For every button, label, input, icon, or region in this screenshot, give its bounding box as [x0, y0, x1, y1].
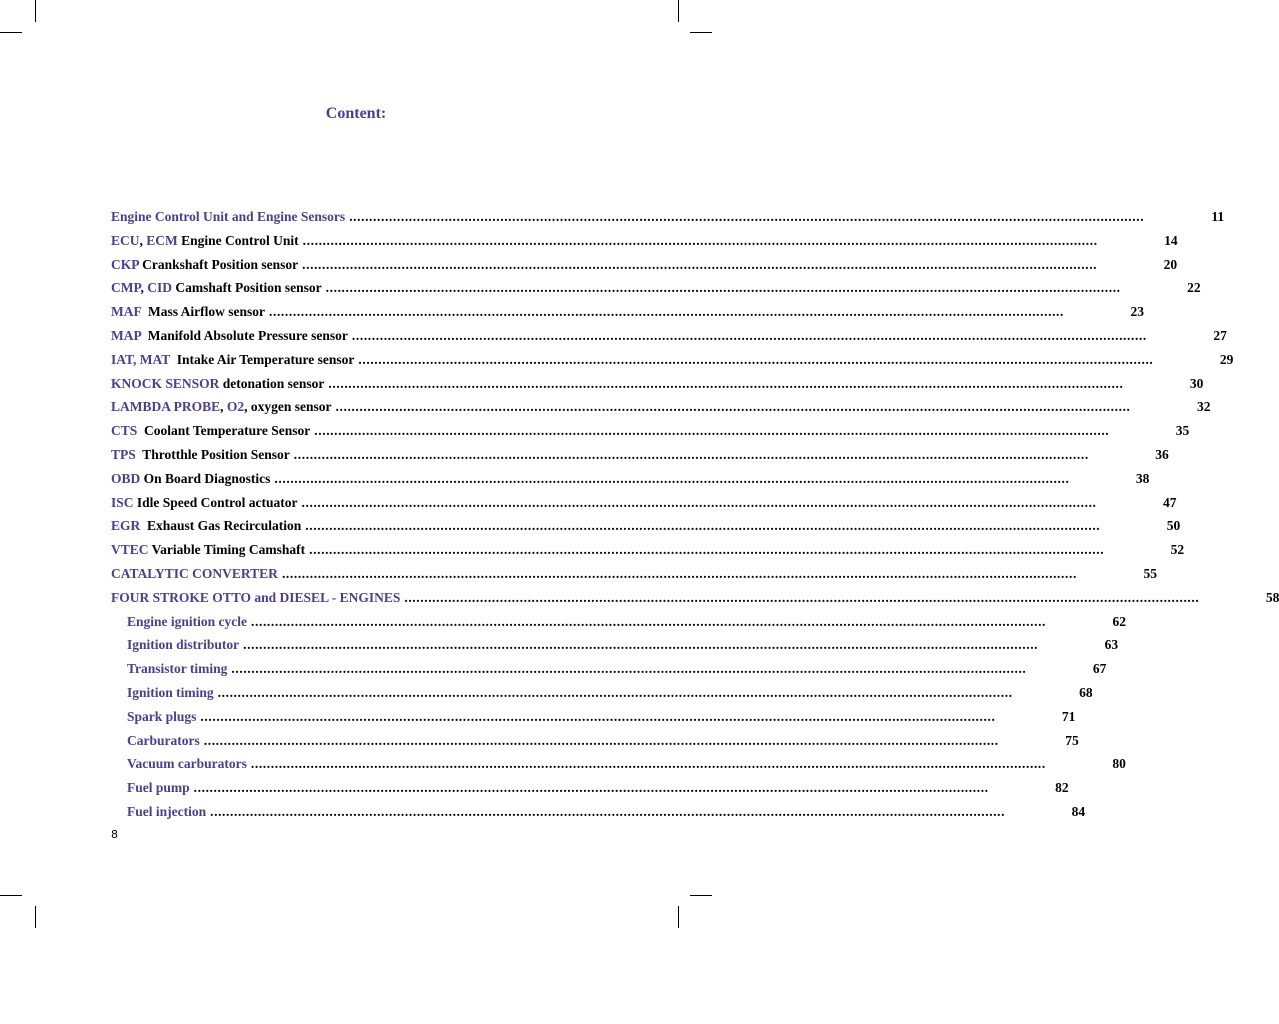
toc-entry-description: Camshaft Position sensor	[172, 280, 322, 296]
toc-entry-description: Exhaust Gas Recirculation	[140, 518, 302, 534]
toc-entry-page: 38	[1135, 470, 1150, 486]
toc-entry-title	[111, 491, 298, 515]
toc-entry-page: 32	[1197, 399, 1211, 415]
toc-entry-page: 55	[1143, 565, 1157, 581]
toc-entry-page: 36	[1155, 446, 1169, 462]
toc-entry[interactable]	[111, 348, 1234, 372]
dot-leader: ........................................................................................................................................................................................................	[302, 256, 1098, 272]
dot-leader: ........................................................................................................................................................................................................	[251, 613, 1047, 629]
dot-leader: ........................................................................................................................................................................................................	[349, 209, 1145, 224]
toc-entry-description: detonation sensor	[219, 375, 325, 391]
table-of-contents	[111, 205, 1279, 824]
toc-entry-page: 75	[1065, 732, 1079, 748]
dot-leader: ........................................................................................................................................................................................................	[274, 470, 1070, 486]
toc-entry-title	[111, 538, 305, 562]
page-title: Content:	[325, 105, 387, 122]
toc-entry-title	[127, 752, 247, 776]
crop-mark-top-left-horizontal	[0, 32, 22, 33]
toc-entry[interactable]	[111, 372, 1204, 396]
dot-leader: ........................................................................................................................................................................................................	[358, 351, 1154, 367]
toc-entry-abbreviation: Fuel injection	[127, 803, 207, 819]
dot-leader: ........................................................................................................................................................................................................	[269, 304, 1064, 320]
toc-entry-page: 30	[1189, 375, 1204, 391]
dot-leader: ........................................................................................................................................................................................................	[293, 446, 1089, 462]
crop-mark-bottom-left-vertical	[35, 906, 36, 928]
crop-mark-bottom-right-vertical	[678, 906, 679, 928]
toc-entry-title	[127, 657, 227, 681]
toc-entry[interactable]	[111, 395, 1211, 419]
toc-entry-page: 58	[1265, 589, 1279, 605]
toc-entry[interactable]	[111, 776, 1069, 800]
toc-entry[interactable]	[111, 538, 1185, 562]
dot-leader: ........................................................................................................................................................................................................	[335, 399, 1131, 415]
dot-leader: ........................................................................................................................................................................................................	[301, 494, 1097, 510]
crop-mark-bottom-right-horizontal	[690, 895, 712, 896]
toc-entry-abbreviation: Vacuum carburators	[127, 756, 247, 772]
toc-entry-abbreviation: TPS	[111, 446, 136, 462]
dot-leader: ........................................................................................................................................................................................................	[325, 280, 1121, 296]
toc-entry[interactable]	[111, 657, 1107, 681]
crop-mark-top-right-horizontal	[690, 32, 712, 33]
toc-entry[interactable]	[111, 562, 1157, 586]
toc-entry-abbreviation: CTS	[111, 423, 138, 439]
toc-entry[interactable]	[111, 419, 1190, 443]
toc-entry-abbreviation-secondary: ECM	[146, 232, 178, 248]
toc-entry[interactable]	[111, 681, 1093, 705]
toc-entry-page: 29	[1219, 351, 1234, 367]
toc-entry-abbreviation: Ignition distributor	[127, 637, 240, 653]
toc-entry-abbreviation: CMP	[111, 280, 141, 296]
toc-entry[interactable]	[111, 610, 1127, 634]
toc-entry[interactable]	[111, 300, 1144, 324]
toc-entry-page: 14	[1164, 232, 1178, 248]
toc-entry-title	[111, 467, 270, 491]
toc-entry-abbreviation: Spark plugs	[127, 708, 197, 724]
toc-entry-title	[127, 610, 247, 634]
toc-entry-title	[111, 514, 301, 538]
toc-entry[interactable]	[111, 514, 1181, 538]
toc-entry-separator: ,	[140, 280, 148, 296]
toc-entry-page: 20	[1163, 256, 1178, 272]
toc-entry[interactable]	[111, 229, 1178, 253]
toc-entry-page: 62	[1112, 613, 1127, 629]
toc-entry-title	[111, 205, 345, 229]
toc-entry-title	[111, 395, 332, 419]
toc-entry-abbreviation: Fuel pump	[127, 780, 190, 796]
toc-entry[interactable]	[111, 633, 1119, 657]
toc-entry-page: 80	[1112, 756, 1126, 772]
toc-entry-abbreviation: Carburators	[127, 732, 200, 748]
toc-entry-page: 67	[1092, 661, 1107, 677]
toc-entry-description: Manifold Absolute Pressure sensor	[141, 327, 348, 343]
toc-entry[interactable]	[111, 705, 1076, 729]
toc-entry-page: 68	[1079, 684, 1093, 700]
toc-entry-description: , oxygen sensor	[244, 399, 332, 415]
toc-entry[interactable]	[111, 729, 1079, 753]
toc-entry-description: Crankshaft Position sensor	[138, 256, 299, 272]
toc-entry-title	[127, 705, 196, 729]
dot-leader: ........................................................................................................................................................................................................	[302, 232, 1098, 248]
toc-entry-abbreviation: VTEC	[111, 542, 149, 558]
toc-entry-title	[127, 729, 200, 753]
toc-entry-page: 23	[1130, 304, 1144, 320]
toc-entry-abbreviation: EGR	[111, 518, 141, 534]
toc-entry-abbreviation: Transistor timing	[127, 661, 228, 677]
toc-entry-page: 35	[1175, 423, 1190, 439]
toc-entry-abbreviation: CATALYTIC CONVERTER	[111, 565, 278, 581]
toc-entry-description: Idle Speed Control actuator	[133, 494, 298, 510]
toc-entry[interactable]	[111, 491, 1177, 515]
toc-entry[interactable]	[111, 276, 1201, 300]
dot-leader: ........................................................................................................................................................................................................	[404, 589, 1200, 605]
toc-entry-title	[111, 443, 290, 467]
crop-mark-top-left-vertical	[35, 0, 36, 22]
toc-entry[interactable]	[111, 800, 1086, 824]
toc-entry-abbreviation: MAF	[111, 304, 142, 320]
dot-leader: ........................................................................................................................................................................................................	[281, 565, 1077, 581]
toc-entry[interactable]	[111, 752, 1126, 776]
toc-entry-description: Coolant Temperature Sensor	[137, 423, 311, 439]
toc-entry-title	[111, 229, 299, 253]
dot-leader: ........................................................................................................................................................................................................	[309, 542, 1105, 558]
dot-leader: ........................................................................................................................................................................................................	[217, 684, 1013, 700]
toc-entry-description: On Board Diagnostics	[140, 470, 271, 486]
toc-entry-title	[111, 253, 298, 277]
toc-entry[interactable]	[111, 205, 1225, 229]
toc-entry-title	[127, 800, 206, 824]
toc-entry-description: Intake Air Temperature sensor	[170, 351, 355, 367]
toc-entry-abbreviation: OBD	[111, 470, 141, 486]
toc-entry-description: Engine Control Unit	[177, 232, 299, 248]
toc-entry-abbreviation: CKP	[111, 256, 139, 272]
toc-entry-page: 71	[1061, 708, 1076, 724]
toc-entry-page: 82	[1055, 780, 1069, 796]
toc-entry-title	[111, 586, 400, 610]
page-number: 8	[111, 828, 118, 841]
toc-entry-separator: ,	[139, 232, 147, 248]
toc-entry[interactable]	[111, 324, 1227, 348]
toc-entry-title	[111, 276, 322, 300]
toc-entry[interactable]	[111, 443, 1169, 467]
toc-entry-description: Mass Airflow sensor	[141, 304, 265, 320]
toc-entry[interactable]	[111, 467, 1150, 491]
toc-entry-page: 50	[1166, 518, 1181, 534]
toc-entry-title	[127, 681, 214, 705]
toc-entry-abbreviation-secondary: O2	[226, 399, 245, 415]
toc-entry-title	[127, 776, 190, 800]
toc-entry[interactable]	[111, 586, 1279, 610]
toc-entry-page: 47	[1163, 494, 1177, 510]
toc-entry-abbreviation: FOUR STROKE OTTO and DIESEL - ENGINES	[111, 589, 401, 605]
toc-entry-page: 11	[1211, 209, 1225, 224]
toc-entry-abbreviation: LAMBDA PROBE	[111, 399, 221, 415]
dot-leader: ........................................................................................................................................................................................................	[314, 423, 1110, 439]
dot-leader: ........................................................................................................................................................................................................	[305, 518, 1101, 534]
crop-mark-bottom-left-horizontal	[0, 895, 22, 896]
toc-entry-page: 52	[1170, 542, 1185, 558]
toc-entry-abbreviation: Engine Control Unit and Engine Sensors	[111, 209, 346, 224]
toc-entry-abbreviation: ISC	[111, 494, 134, 510]
dot-leader: ........................................................................................................................................................................................................	[328, 375, 1124, 391]
toc-entry-title	[111, 348, 354, 372]
toc-entry-title	[111, 562, 278, 586]
crop-mark-top-right-vertical	[678, 0, 679, 22]
toc-entry-title	[111, 324, 348, 348]
dot-leader: ........................................................................................................................................................................................................	[210, 803, 1006, 819]
toc-entry-page: 63	[1104, 637, 1119, 653]
toc-entry[interactable]	[111, 253, 1178, 277]
toc-entry-page: 22	[1187, 280, 1201, 296]
dot-leader: ........................................................................................................................................................................................................	[250, 756, 1046, 772]
dot-leader: ........................................................................................................................................................................................................	[200, 708, 996, 724]
toc-entry-abbreviation: IAT, MAT	[111, 351, 171, 367]
toc-entry-abbreviation-secondary: CID	[147, 280, 173, 296]
toc-entry-description: Variable Timing Camshaft	[148, 542, 306, 558]
toc-entry-abbreviation: MAP	[111, 327, 141, 343]
toc-entry-abbreviation: Ignition timing	[127, 684, 214, 700]
toc-entry-separator: ,	[220, 399, 227, 415]
toc-entry-page: 27	[1213, 327, 1227, 343]
toc-entry-abbreviation: ECU	[111, 232, 140, 248]
toc-entry-description: Throtthle Position Sensor	[135, 446, 290, 462]
dot-leader: ........................................................................................................................................................................................................	[203, 732, 999, 748]
toc-entry-title	[111, 419, 310, 443]
toc-entry-abbreviation: Engine ignition cycle	[127, 613, 248, 629]
toc-entry-title	[111, 372, 324, 396]
dot-leader: ........................................................................................................................................................................................................	[243, 637, 1039, 653]
toc-entry-page: 84	[1071, 803, 1086, 819]
toc-entry-title	[127, 633, 239, 657]
dot-leader: ........................................................................................................................................................................................................	[231, 661, 1027, 677]
toc-entry-title	[111, 300, 265, 324]
toc-entry-abbreviation: KNOCK SENSOR	[111, 375, 220, 391]
dot-leader: ........................................................................................................................................................................................................	[351, 327, 1147, 343]
dot-leader: ........................................................................................................................................................................................................	[193, 780, 989, 796]
